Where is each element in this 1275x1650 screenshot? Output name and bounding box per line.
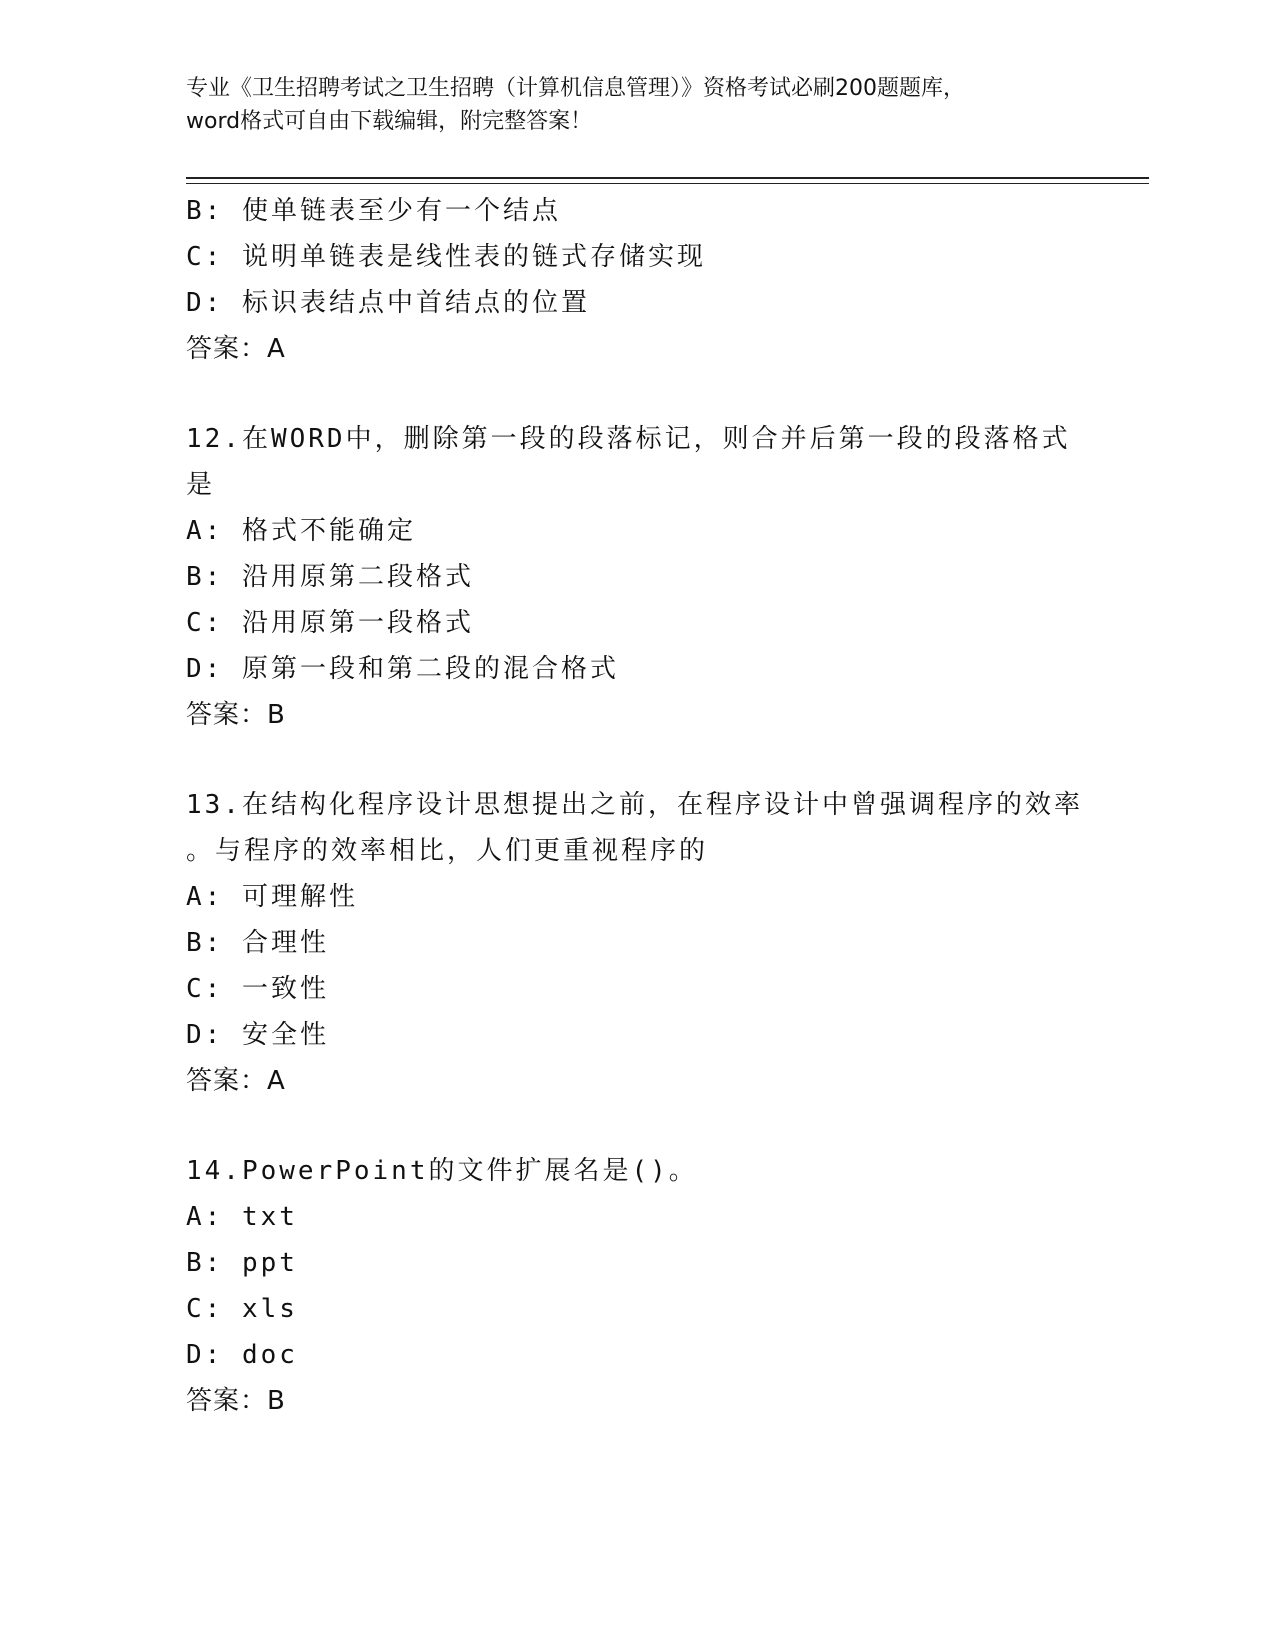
q14-option-b: B: ppt bbox=[186, 1248, 298, 1278]
q13-option-b: B: 合理性 bbox=[186, 928, 329, 958]
q13-stem-line-1: 13.在结构化程序设计思想提出之前，在程序设计中曾强调程序的效率 bbox=[186, 790, 1083, 820]
q13-option-d: D: 安全性 bbox=[186, 1020, 329, 1050]
q12-stem-line-2: 是 bbox=[186, 470, 216, 500]
question-11 bbox=[186, 188, 1086, 372]
q11-option-b: B: 使单链表至少有一个结点 bbox=[186, 196, 561, 226]
header-line-2: word格式可自由下载编辑，附完整答案！ bbox=[186, 109, 593, 134]
q12-option-a: A: 格式不能确定 bbox=[186, 516, 416, 546]
q13-stem-line-2: 。与程序的效率相比，人们更重视程序的 bbox=[186, 836, 709, 866]
q11-option-c: C: 说明单链表是线性表的链式存储实现 bbox=[186, 242, 706, 272]
q12-option-c: C: 沿用原第一段格式 bbox=[186, 608, 474, 638]
header-line-1: 专业《卫生招聘考试之卫生招聘（计算机信息管理）》资格考试必刷200题题库， bbox=[186, 76, 965, 101]
q14-option-c: C: xls bbox=[186, 1294, 298, 1324]
q14-option-a: A: txt bbox=[186, 1202, 298, 1232]
q13-answer: 答案：A bbox=[186, 1066, 286, 1096]
q11-option-d: D: 标识表结点中首结点的位置 bbox=[186, 288, 590, 318]
q12-answer: 答案：B bbox=[186, 700, 286, 730]
q13-option-c: C: 一致性 bbox=[186, 974, 329, 1004]
document-header bbox=[186, 72, 1086, 138]
q12-option-d: D: 原第一段和第二段的混合格式 bbox=[186, 654, 619, 684]
q12-stem-line-1: 12.在WORD中，删除第一段的段落标记，则合并后第一段的段落格式 bbox=[186, 424, 1071, 454]
header-rule-thin bbox=[186, 183, 1149, 184]
q14-stem-line-1: 14.PowerPoint的文件扩展名是()。 bbox=[186, 1156, 698, 1186]
q13-option-a: A: 可理解性 bbox=[186, 882, 358, 912]
q14-answer: 答案：B bbox=[186, 1386, 286, 1416]
q14-option-d: D: doc bbox=[186, 1340, 298, 1370]
q11-answer: 答案：A bbox=[186, 334, 286, 364]
question-list bbox=[186, 188, 1086, 1424]
question-14 bbox=[186, 1148, 1086, 1424]
header-rule-thick bbox=[186, 177, 1149, 179]
question-12 bbox=[186, 416, 1086, 738]
question-13 bbox=[186, 782, 1086, 1104]
q12-option-b: B: 沿用原第二段格式 bbox=[186, 562, 474, 592]
